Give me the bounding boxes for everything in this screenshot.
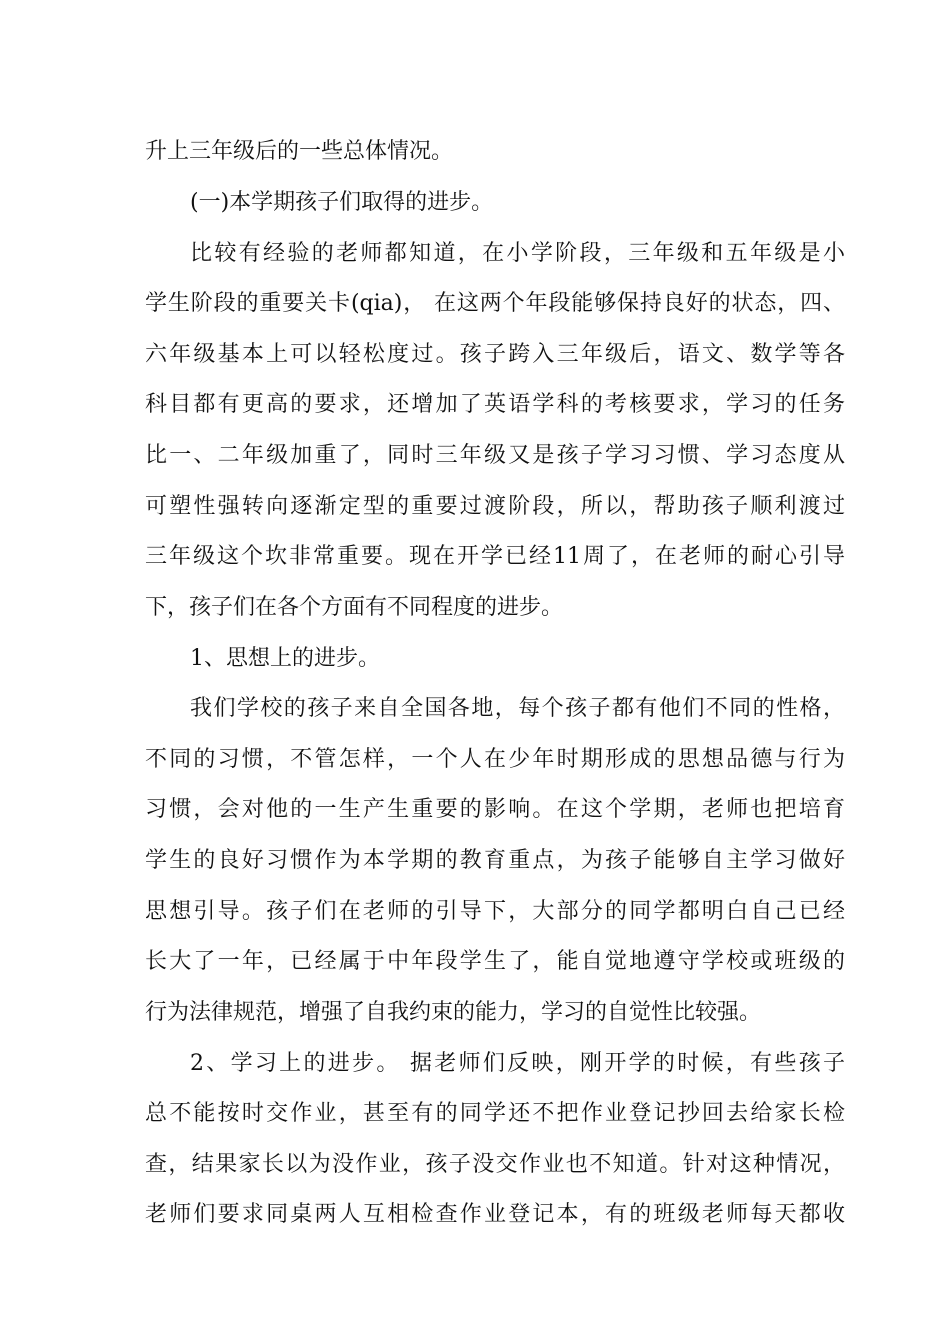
section-heading: (一)本学期孩子们取得的进步。	[190, 190, 494, 215]
text-line: 行为法律规范，增强了自我约束的能力，学习的自觉性比较强。	[145, 1000, 762, 1025]
text-line: 科目都有更高的要求，还增加了英语学科的考核要求，学习的任务	[145, 392, 845, 417]
text-line: 总不能按时交作业，甚至有的同学还不把作业登记抄回去给家长检	[145, 1101, 845, 1126]
subsection-heading: 2、学习上的进步。 据老师们反映，刚开学的时候，有些孩子	[190, 1051, 845, 1076]
text-line: 长大了一年，已经属于中年段学生了，能自觉地遵守学校或班级的	[145, 949, 845, 974]
text-line: 查，结果家长以为没作业，孩子没交作业也不知道。针对这种情况，	[145, 1152, 845, 1177]
text-line: 比一、二年级加重了，同时三年级又是孩子学习习惯、学习态度从	[145, 443, 845, 468]
text-line: 三年级这个坎非常重要。现在开学已经11周了，在老师的耐心引导	[145, 544, 845, 569]
text-line: 学生阶段的重要关卡(qia)， 在这两个年段能够保持良好的状态，四、	[145, 291, 845, 316]
text-line: 老师们要求同桌两人互相检查作业登记本，有的班级老师每天都收	[145, 1202, 845, 1227]
text-line: 不同的习惯，不管怎样，一个人在少年时期形成的思想品德与行为	[145, 747, 845, 772]
text-line: 习惯，会对他的一生产生重要的影响。在这个学期，老师也把培育	[145, 797, 845, 822]
text-line: 学生的良好习惯作为本学期的教育重点，为孩子能够自主学习做好	[145, 848, 845, 873]
text-line: 我们学校的孩子来自全国各地，每个孩子都有他们不同的性格，	[190, 696, 845, 721]
text-line: 六年级基本上可以轻松度过。孩子跨入三年级后，语文、数学等各	[145, 342, 845, 367]
text-line: 升上三年级后的一些总体情况。	[145, 139, 454, 164]
text-line: 可塑性强转向逐渐定型的重要过渡阶段，所以，帮助孩子顺利渡过	[145, 494, 845, 519]
text-line: 比较有经验的老师都知道，在小学阶段，三年级和五年级是小	[190, 241, 845, 266]
text-line: 思想引导。孩子们在老师的引导下，大部分的同学都明白自己已经	[145, 899, 845, 924]
text-line: 下，孩子们在各个方面有不同程度的进步。	[145, 595, 564, 620]
subsection-heading: 1、思想上的进步。	[190, 646, 380, 671]
